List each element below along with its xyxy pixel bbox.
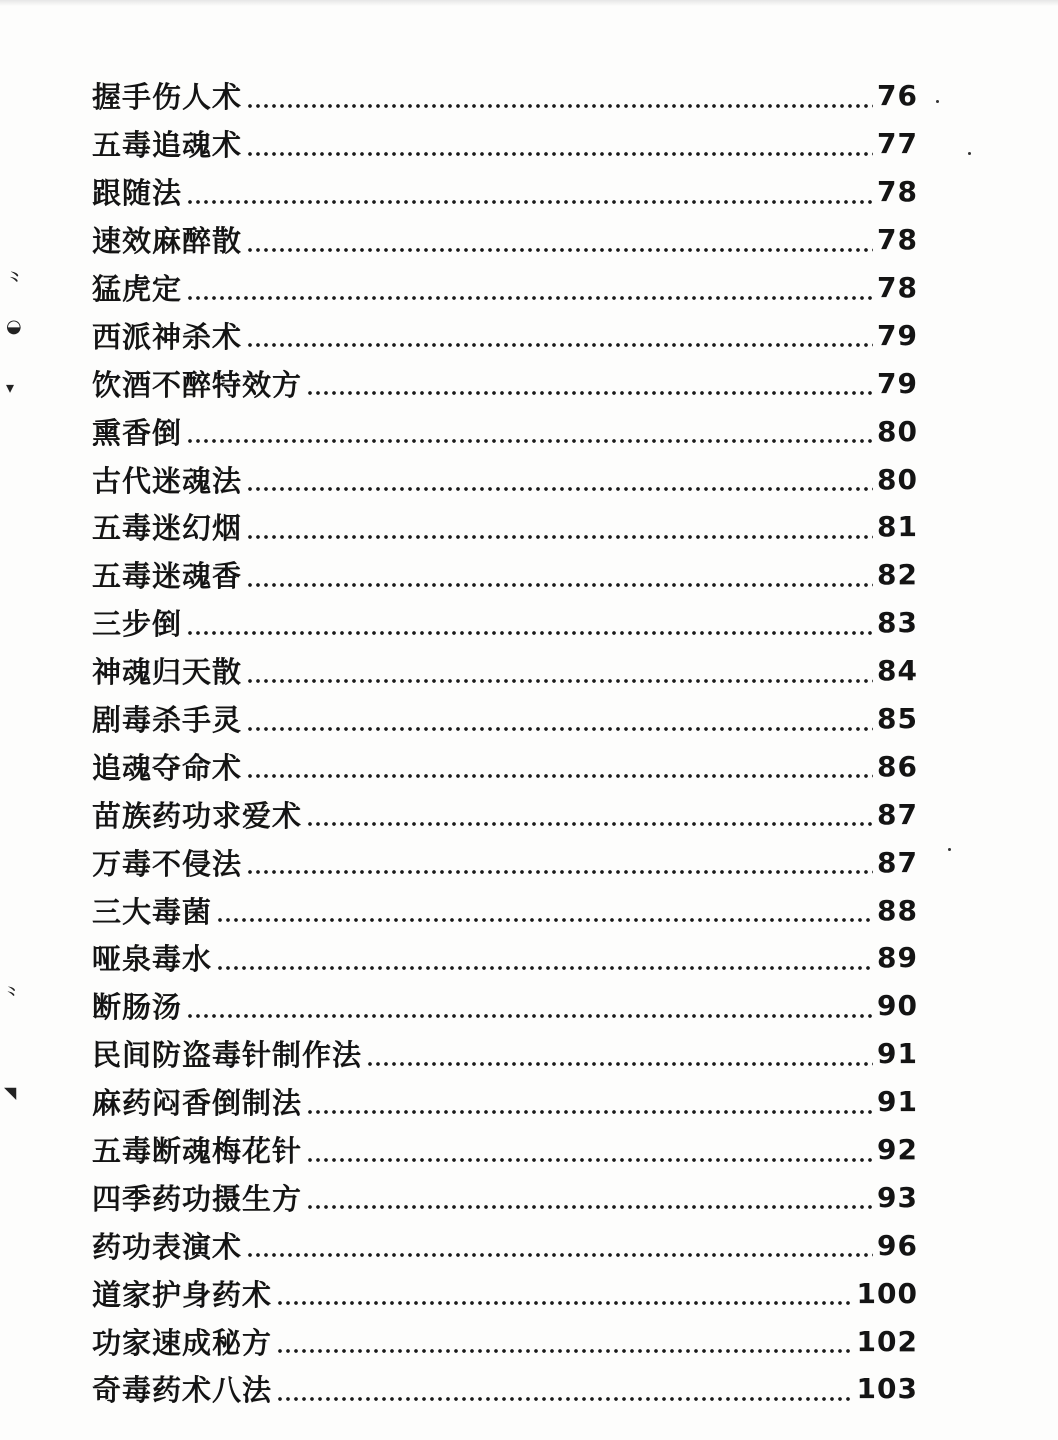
toc-dot-leader — [246, 129, 873, 159]
toc-entry[interactable] — [92, 1221, 918, 1269]
toc-entry-title: 功家速成秘方 — [92, 1325, 273, 1360]
toc-entry-title: 奇毒药术八法 — [92, 1373, 273, 1408]
toc-dot-leader — [246, 656, 873, 686]
scan-speck — [968, 152, 971, 155]
toc-page-number: 79 — [877, 366, 918, 400]
scan-speck — [948, 848, 951, 851]
toc-entry-title: 速效麻醉散 — [92, 224, 243, 259]
toc-dot-leader — [276, 1278, 853, 1308]
toc-dot-leader — [246, 320, 873, 350]
toc-page-number: 86 — [877, 749, 918, 783]
toc-page-number: 81 — [877, 510, 918, 544]
toc-page-number: 91 — [877, 1037, 918, 1071]
toc-entry[interactable] — [92, 599, 918, 647]
toc-entry-title: 熏香倒 — [92, 415, 183, 450]
toc-entry[interactable] — [92, 647, 918, 695]
toc-entry-title: 哑泉毒水 — [92, 942, 213, 977]
toc-page-number: 103 — [856, 1372, 918, 1406]
toc-entry-title: 药功表演术 — [92, 1229, 243, 1264]
toc-entry-title: 五毒断魂梅花针 — [92, 1134, 303, 1169]
toc-entry[interactable] — [92, 790, 918, 838]
toc-dot-leader — [216, 895, 873, 925]
toc-entry[interactable] — [92, 216, 918, 264]
toc-entry[interactable] — [92, 1365, 918, 1413]
toc-entry-title: 五毒迷幻烟 — [92, 511, 243, 546]
facing-page-mark: ◒ — [6, 316, 22, 337]
toc-page-number: 77 — [877, 127, 918, 161]
toc-dot-leader — [246, 560, 873, 590]
toc-page-number: 100 — [856, 1276, 918, 1310]
toc-page-number: 80 — [877, 414, 918, 448]
toc-dot-leader — [246, 512, 873, 542]
toc-entry[interactable] — [92, 1078, 918, 1126]
toc-page-number: 93 — [877, 1180, 918, 1214]
toc-page-number: 87 — [877, 845, 918, 879]
toc-page-number: 78 — [877, 223, 918, 257]
toc-page-number: 90 — [877, 989, 918, 1023]
toc-entry-title: 神魂归天散 — [92, 655, 243, 690]
toc-entry-title: 三大毒菌 — [92, 894, 213, 929]
toc-entry[interactable] — [92, 1269, 918, 1317]
toc-entry[interactable] — [92, 742, 918, 790]
toc-page-number: 76 — [877, 79, 918, 113]
toc-page-number: 96 — [877, 1228, 918, 1262]
toc-entry-title: 麻药闷香倒制法 — [92, 1086, 303, 1121]
toc-entry[interactable] — [92, 120, 918, 168]
toc-dot-leader — [186, 177, 873, 207]
toc-entry[interactable] — [92, 838, 918, 886]
toc-dot-leader — [276, 1326, 853, 1356]
toc-page-number: 79 — [877, 318, 918, 352]
toc-dot-leader — [246, 751, 873, 781]
toc-entry-title: 跟随法 — [92, 176, 183, 211]
toc-dot-leader — [186, 608, 873, 638]
toc-entry[interactable] — [92, 168, 918, 216]
toc-entry-title: 剧毒杀手灵 — [92, 703, 243, 738]
toc-entry-title: 四季药功摄生方 — [92, 1181, 303, 1216]
toc-entry[interactable] — [92, 551, 918, 599]
toc-dot-leader — [216, 943, 873, 973]
toc-entry[interactable] — [92, 1030, 918, 1078]
toc-entry-title: 万毒不侵法 — [92, 846, 243, 881]
toc-page-number: 87 — [877, 797, 918, 831]
toc-entry-title: 苗族药功求爱术 — [92, 798, 303, 833]
toc-entry[interactable] — [92, 1173, 918, 1221]
toc-page-number: 80 — [877, 462, 918, 496]
toc-entry-title: 猛虎定 — [92, 272, 183, 306]
toc-dot-leader — [246, 464, 873, 494]
toc-dot-leader — [246, 847, 873, 877]
toc-entry-title: 五毒迷魂香 — [92, 559, 243, 594]
toc-entry-title: 追魂夺命术 — [92, 750, 243, 785]
toc-entry[interactable] — [92, 264, 918, 312]
facing-page-mark: ⺀ — [4, 270, 27, 295]
toc-page-number: 84 — [877, 654, 918, 688]
toc-page-number: 83 — [877, 606, 918, 640]
toc-entry[interactable] — [92, 311, 918, 359]
toc-entry[interactable] — [92, 455, 918, 503]
toc-entry-title: 断肠汤 — [92, 990, 183, 1025]
toc-dot-leader — [306, 368, 873, 398]
toc-entry-title: 握手伤人术 — [92, 80, 243, 115]
toc-dot-leader — [246, 225, 873, 255]
toc-entry[interactable] — [92, 407, 918, 455]
toc-entry-title: 三步倒 — [92, 607, 183, 642]
toc-entry-title: 饮酒不醉特效方 — [92, 367, 303, 402]
scan-top-edge — [0, 0, 1058, 6]
toc-entry-title: 西派神杀术 — [92, 319, 243, 354]
toc-page-number: 88 — [877, 893, 918, 927]
toc-dot-leader — [186, 416, 873, 446]
toc-entry[interactable] — [92, 503, 918, 551]
toc-page-number: 85 — [877, 702, 918, 736]
toc-entry-title: 古代迷魂法 — [92, 463, 243, 498]
toc-page-number: 78 — [877, 175, 918, 209]
toc-entry[interactable] — [92, 1317, 918, 1365]
toc-dot-leader — [186, 991, 873, 1021]
toc-page-number: 89 — [877, 941, 918, 975]
toc-entry-title: 道家护身药术 — [92, 1277, 273, 1312]
facing-page-mark: ⺀ — [2, 983, 22, 1007]
toc-dot-leader — [246, 81, 873, 111]
toc-entry[interactable] — [92, 982, 918, 1030]
toc-page-number: 91 — [877, 1085, 918, 1119]
toc-entry[interactable] — [92, 886, 918, 934]
facing-page-mark: ◥ — [4, 1083, 17, 1102]
toc-dot-leader — [306, 799, 873, 829]
toc-dot-leader — [186, 273, 873, 303]
toc-dot-leader — [306, 1087, 873, 1117]
toc-dot-leader — [306, 1182, 873, 1212]
scan-speck — [936, 100, 939, 103]
toc-entry[interactable] — [92, 72, 918, 120]
toc-dot-leader — [276, 1374, 853, 1404]
toc-page-number: 102 — [856, 1324, 918, 1358]
toc-page-number: 82 — [877, 558, 918, 592]
toc-entry[interactable] — [92, 1126, 918, 1174]
toc-entry-title: 民间防盗毒针制作法 — [92, 1038, 363, 1073]
toc-entry[interactable] — [92, 695, 918, 743]
facing-page-mark: ▾ — [6, 378, 15, 397]
toc-page-number: 78 — [877, 271, 918, 304]
table-of-contents — [92, 72, 918, 1413]
toc-dot-leader — [246, 704, 873, 734]
toc-dot-leader — [306, 1135, 873, 1165]
toc-page-number: 92 — [877, 1133, 918, 1167]
toc-entry-title: 五毒追魂术 — [92, 128, 243, 163]
toc-dot-leader — [246, 1230, 873, 1260]
toc-entry[interactable] — [92, 934, 918, 982]
toc-dot-leader — [366, 1039, 873, 1069]
toc-entry[interactable] — [92, 359, 918, 407]
